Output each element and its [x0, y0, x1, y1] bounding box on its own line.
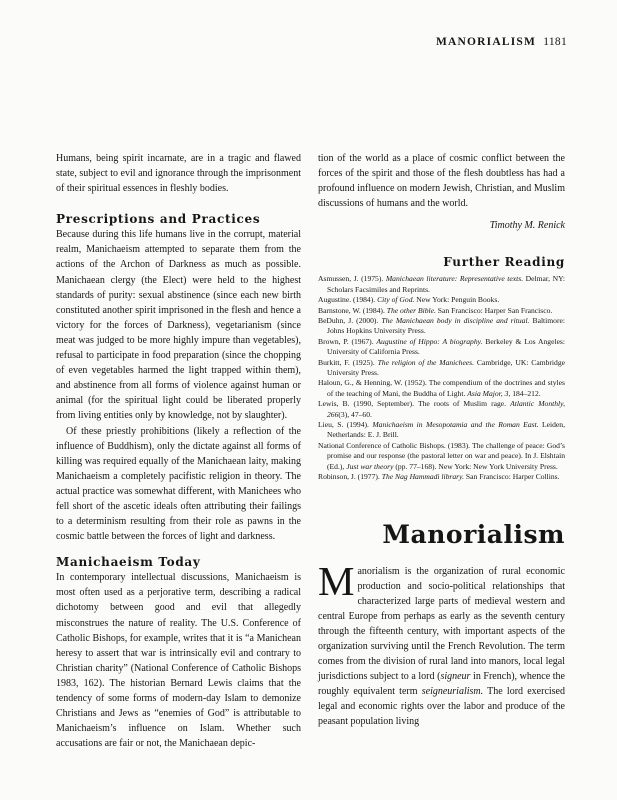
reference-work-title: The Nag Hammadi library.	[381, 472, 464, 482]
reference-post-text: Baltimore: Johns Hopkins University Press.	[327, 316, 565, 336]
reference-item	[318, 306, 565, 316]
reference-pre-text: Brown, P. (1967).	[318, 336, 377, 346]
reference-work-title: The Manichaean body in discipline and ritual.	[381, 316, 530, 325]
reference-work-title: Asia Major, 3,	[467, 388, 511, 398]
manorialism-text-a: anorialism is the organization of rural economic production and socio-political relationships that characterized large parts of medieval western and central Europe from perhaps as early as the seventh century through the fifteenth century, with important aspects of the organization surviving until the French Revolution. The term comes from the division of rural land into manors, local legal jurisdictions subject to a lord (	[318, 565, 565, 683]
reference-work-title: The religion of the Manichees.	[377, 357, 475, 367]
reference-pre-text: Lieu, S. (1994).	[318, 420, 373, 430]
author-signature: Timothy M. Renick	[489, 220, 565, 232]
reference-work-title: Just war theory	[346, 461, 394, 471]
reference-item	[318, 274, 565, 295]
reference-work-title: Manichaean literature: Representative texts.	[385, 274, 524, 284]
reference-pre-text: National Conference of Catholic Bishops. (1983). The challenge of peace: God’s promise and our response (the pastoral letter on war and peace). In J. Elshtain (Ed.),	[318, 440, 565, 471]
prescriptions-paragraph-1: Because during this life humans live in the corrupt, material realm, Manichaeism attempted to separate them from the actions of the Archon of Darkness as much as possible. Manichaean clergy (the Elect) were held to the highest standards of purity: sexual abstinence (since each new birth constituted another spirit imprisoned in the flesh and hence a victory for the forces of Darkness), vegetarianism (since meat was judged to be more highly impure than vegetables), refusal to participate in food preparation (since the chopping of even vegetables harmed the light trapped within them), and abstinence from all forms of violence against human or animal (for the spiritual light could be liberated properly from living entities only by knowledge, not by slaughter).	[56, 229, 301, 422]
reference-post-text: Cambridge, UK: Cambridge University Press.	[327, 357, 566, 378]
reference-pre-text: Haloun, G., & Henning, W. (1952). The compendium of the doctrines and styles of the teaching of Mani, the Buddha of Light.	[318, 378, 565, 398]
running-header	[436, 36, 567, 48]
reference-post-text: New York: Penguin Books.	[414, 295, 500, 305]
reference-post-text: Delmar, NY: Scholars Facsimiles and Reprints.	[327, 274, 565, 294]
reference-work-title: Atlantic Monthly, 266	[327, 399, 565, 419]
reference-pre-text: Burkitt, F. (1925).	[318, 357, 378, 367]
page-number: 1181	[543, 36, 567, 48]
reference-item	[318, 337, 565, 358]
reference-item	[318, 441, 565, 472]
reference-pre-text: Lewis, B. (1990, September). The roots of Muslim rage.	[318, 399, 511, 409]
reference-pre-text: Barnstone, W. (1984).	[318, 305, 387, 315]
reference-item	[318, 358, 565, 379]
reference-work-title: Manichaeism in Mesopotamia and the Roman East.	[372, 420, 539, 430]
manorialism-paragraph	[318, 557, 565, 730]
prescriptions-paragraph-2: Of these priestly prohibitions (likely a reflection of the influence of Buddhism), only the dictate against all forms of killing was required equally of the Manichaean laity, making Manichaeism a completely pacifistic religion in theory. The actual practice was somewhat different, with Manichees who fell short of the ascetic ideals often attributing their failings to a determinism resulting from their role as pawns in the cosmic battle between the forces of light and darkness.	[56, 425, 301, 543]
reference-post-text: Berkeley & Los Angeles: University of California Press.	[327, 336, 565, 357]
reference-pre-text: Augustine. (1984).	[318, 295, 378, 305]
reference-item	[318, 472, 565, 482]
reference-post-text: Leiden, Netherlands: E. J. Brill.	[327, 420, 565, 440]
manorialism-italic-signeur: signeur	[440, 671, 471, 683]
intro-paragraph: Humans, being spirit incarnate, are in a tragic and flawed state, subject to evil and ignorance through the imprisonment of their spiritual essences in fleshly bodies.	[56, 153, 301, 195]
prescriptions-heading: Prescriptions and Practices	[56, 212, 261, 227]
reference-work-title: City of God.	[377, 295, 415, 305]
left-column	[56, 151, 301, 751]
reference-pre-text: BeDuhn, J. (2000).	[318, 316, 382, 325]
manorialism-text-c: The lord exercised legal and economic rights over the labor and produce of the peasant population living	[318, 686, 565, 728]
reference-pre-text: Asmussen, J. (1975).	[318, 274, 386, 284]
reference-work-title: Augustine of Hippo: A biography.	[376, 336, 483, 346]
reference-work-title: The other Bible.	[386, 305, 436, 315]
manichaeism-today-heading: Manichaeism Today	[56, 555, 201, 570]
continuation-paragraph: tion of the world as a place of cosmic conflict between the forces of the spirit and those of the flesh doubtless has had a profound influence on modern Jewish, Christian, and Muslim discussions of humans and the world.	[318, 153, 565, 210]
reference-item	[318, 316, 565, 337]
reference-list	[318, 274, 565, 482]
reference-item	[318, 295, 565, 305]
reference-item	[318, 399, 565, 420]
reference-item	[318, 420, 565, 441]
reference-pre-text: Robinson, J. (1977).	[318, 472, 382, 482]
running-header-title: MANORIALISM	[435, 36, 537, 48]
reference-post-text: 184–212.	[510, 388, 541, 398]
further-reading-heading: Further Reading	[443, 255, 565, 270]
article-title: Manorialism	[382, 519, 565, 549]
manorialism-text-b: in French), whence the roughly equivalent term	[318, 671, 565, 698]
reference-post-text: San Francisco: Harper San Francisco.	[435, 305, 553, 315]
right-column	[318, 151, 565, 730]
reference-post-text: San Francisco: Harper Collins.	[464, 472, 560, 482]
reference-post-text: (3), 47–60.	[338, 409, 372, 419]
manichaeism-today-paragraph: In contemporary intellectual discussions, Manichaeism is most often used as a perjorative term, describing a radical dichotomy between good and evil that allegedly misconstrues the nature of reality. The U.S. Conference of Catholic Bishops, for example, writes that it is “a Manichean heresy to assert that war is intrinsically evil and contrary to Christian charity” (National Conference of Catholic Bishops 1983, 162). The historian Bernard Lewis claims that the tendency of some forms of modern-day Islam to demonize Christians and Jews as “enemies of God” is attributable to Manichaeism’s influence on Islam. Whether such accusations are fair or not, the Manichaean depic-	[56, 572, 301, 750]
manorialism-italic-seigneurialism: seigneurialism.	[421, 686, 484, 698]
reference-item	[318, 378, 565, 399]
drop-cap: M	[318, 557, 355, 604]
reference-post-text: (pp. 77–168). New York: New York University Press.	[393, 461, 558, 471]
